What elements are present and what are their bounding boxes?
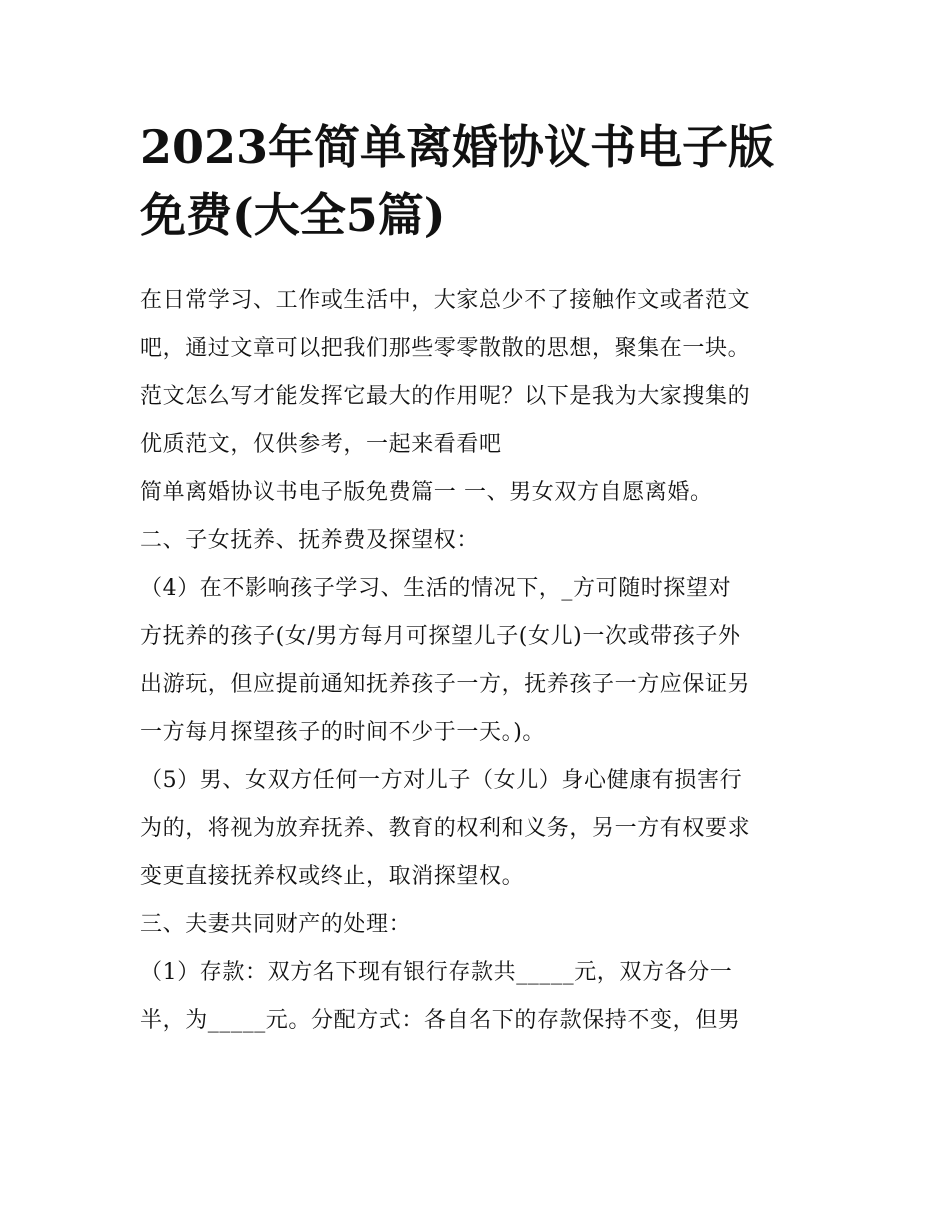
section-heading-paragraph — [140, 517, 830, 565]
section-heading-paragraph — [140, 469, 830, 517]
document-body — [140, 277, 830, 1045]
text-line: 三、夫妻共同财产的处理： — [140, 912, 412, 937]
text-line: 优质范文，仅供参考，一起来看看吧 — [140, 432, 502, 457]
clause-paragraph — [140, 565, 830, 757]
title-line: 免费(大全5篇) — [140, 188, 446, 242]
clause-paragraph — [140, 949, 830, 1045]
text-line: （5）男、女双方任何一方对儿子（女儿）身心健康有损害行 — [140, 768, 743, 793]
title-line: 2023年简单离婚协议书电子版 — [140, 120, 775, 174]
text-line: 范文怎么写才能发挥它最大的作用呢？以下是我为大家搜集的 — [140, 384, 751, 409]
section-heading-paragraph — [140, 901, 830, 949]
text-line: 出游玩，但应提前通知抚养孩子一方，抚养孩子一方应保证另 — [140, 672, 751, 697]
text-line: （1）存款：双方名下现有银行存款共_____元，双方各分一 — [140, 960, 733, 985]
text-line: 一方每月探望孩子的时间不少于一天。)。 — [140, 720, 545, 745]
text-line: 简单离婚协议书电子版免费篇一 一、男女双方自愿离婚。 — [140, 480, 713, 505]
clause-paragraph — [140, 757, 830, 901]
text-line: 为的，将视为放弃抚养、教育的权利和义务，另一方有权要求 — [140, 816, 751, 841]
text-line: 变更直接抚养权或终止，取消探望权。 — [140, 864, 525, 889]
text-line: 半，为_____元。分配方式：各自名下的存款保持不变，但男 — [140, 1008, 741, 1033]
intro-paragraph — [140, 277, 830, 469]
text-line: 方抚养的孩子(女/男方每月可探望儿子(女儿)一次或带孩子外 — [140, 624, 741, 649]
text-line: 在日常学习、工作或生活中，大家总少不了接触作文或者范文 — [140, 288, 751, 313]
text-line: （4）在不影响孩子学习、生活的情况下，_方可随时探望对 — [140, 576, 732, 601]
text-line: 二、子女抚养、抚养费及探望权： — [140, 528, 480, 553]
text-line: 吧，通过文章可以把我们那些零零散散的思想，聚集在一块。 — [140, 336, 751, 361]
document-title — [140, 113, 840, 249]
